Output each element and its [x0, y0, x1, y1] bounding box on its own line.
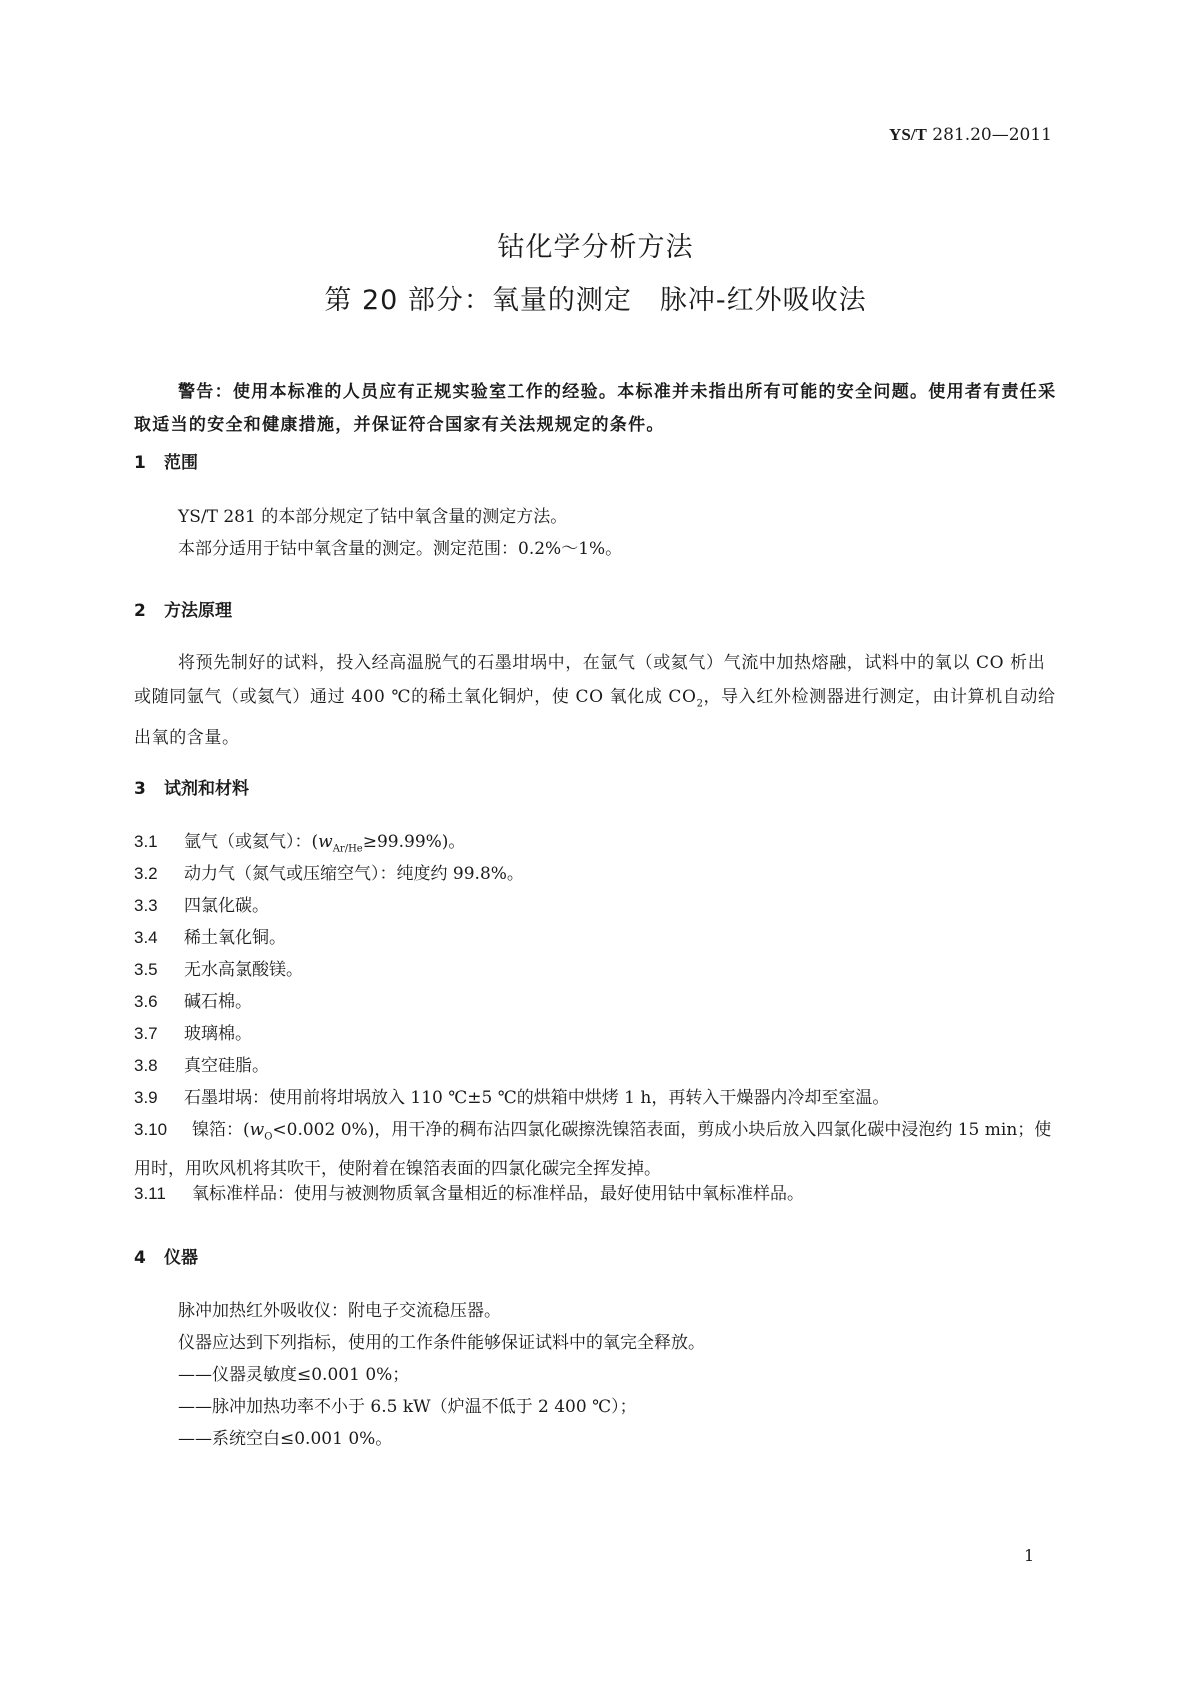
principle-text-part2: ，导入红外检测器进行测定，由计算机自动给出氧的含量。	[134, 687, 1056, 749]
section-heading-3	[134, 774, 249, 799]
item-text: 真空硅脂。	[184, 1056, 269, 1076]
mass-fraction-symbol: w	[318, 832, 333, 852]
section-number: 2	[134, 601, 146, 621]
section-number: 1	[134, 453, 146, 473]
section-title: 范围	[164, 453, 198, 473]
section-number: 3	[134, 779, 146, 799]
item-number: 3.10	[134, 1120, 168, 1139]
section-title: 方法原理	[164, 601, 232, 621]
spec-list-item: ——系统空白≤0.001 0%。	[178, 1429, 393, 1449]
item-text-end: ≥99.99%)。	[362, 832, 466, 852]
item-number: 3.11	[134, 1184, 166, 1203]
item-number: 3.9	[134, 1088, 158, 1107]
item-text: 玻璃棉。	[184, 1024, 252, 1044]
reagent-item	[134, 1178, 1059, 1210]
mass-fraction-subscript: Ar/He	[332, 843, 363, 855]
reagent-item	[134, 1114, 1059, 1185]
standard-code-number: 281.20—2011	[926, 125, 1052, 145]
spec-list-item: ——仪器灵敏度≤0.001 0%；	[178, 1365, 410, 1385]
section-number: 4	[134, 1248, 146, 1268]
mass-fraction-symbol: w	[249, 1120, 265, 1140]
section-1-paragraph-1: YS/T 281 的本部分规定了钴中氧含量的测定方法。	[178, 507, 568, 527]
item-text: 稀土氧化铜。	[184, 928, 286, 948]
section-heading-4	[134, 1243, 198, 1268]
section-heading-1	[134, 448, 198, 473]
item-number: 3.8	[134, 1056, 158, 1075]
item-text: 氩气（或氦气）：(	[184, 832, 319, 852]
warning-paragraph: 警告：使用本标准的人员应有正规实验室工作的经验。本标准并未指出所有可能的安全问题。使用者有责任采取适当的安全和健康措施，并保证符合国家有关法规规定的条件。	[134, 382, 1057, 435]
item-text: 镍箔：(	[192, 1120, 250, 1140]
item-text-end: <0.002 0%)，用干净的稠布沾四氯化碳擦洗镍箔表面，剪成小块后放入四氯化碳中浸泡约 15 min；使用时，用吹风机将其吹干，使附着在镍箔表面的四氯化碳完全挥发掉。	[134, 1120, 1052, 1180]
reagent-item	[134, 1018, 1059, 1050]
section-4-paragraph-1: 脉冲加热红外吸收仪：附电子交流稳压器。	[178, 1301, 501, 1321]
section-title: 试剂和材料	[164, 779, 249, 799]
co2-subscript: 2	[696, 698, 704, 710]
mass-fraction-subscript: O	[264, 1131, 273, 1143]
item-number: 3.3	[134, 896, 158, 915]
reagent-item	[134, 890, 1059, 922]
section-title: 仪器	[164, 1248, 198, 1268]
spec-list-item: ——脉冲加热功率不小于 6.5 kW（炉温不低于 2 400 ℃）；	[178, 1397, 637, 1417]
reagent-item	[134, 922, 1059, 954]
item-number: 3.7	[134, 1024, 158, 1043]
item-text: 无水高氯酸镁。	[184, 960, 303, 980]
standard-code-prefix: YS/T	[889, 125, 927, 144]
reagent-item	[134, 986, 1059, 1018]
document-subtitle: 第 20 部分：氧量的测定 脉冲-红外吸收法	[324, 285, 867, 316]
item-number: 3.6	[134, 992, 158, 1011]
item-number: 3.5	[134, 960, 158, 979]
section-heading-2	[134, 596, 232, 621]
item-text: 氧标准样品：使用与被测物质氧含量相近的标准样品，最好使用钴中氧标准样品。	[192, 1184, 804, 1204]
standard-code	[889, 125, 1052, 145]
reagent-item	[134, 858, 1059, 890]
item-number: 3.4	[134, 928, 158, 947]
document-title: 钴化学分析方法	[497, 232, 694, 263]
reagent-item	[134, 954, 1059, 986]
section-1-paragraph-2: 本部分适用于钴中氧含量的测定。测定范围：0.2%～1%。	[178, 539, 623, 559]
item-text: 四氯化碳。	[184, 896, 269, 916]
section-4-paragraph-2: 仪器应达到下列指标，使用的工作条件能够保证试料中的氧完全释放。	[178, 1333, 705, 1353]
item-text: 石墨坩埚：使用前将坩埚放入 110 ℃±5 ℃的烘箱中烘烤 1 h，再转入干燥器内冷却至室温。	[184, 1088, 890, 1108]
page-number: 1	[1024, 1546, 1035, 1565]
item-text: 碱石棉。	[184, 992, 252, 1012]
reagent-item	[134, 1082, 1059, 1114]
item-text: 动力气（氮气或压缩空气）：纯度约 99.8%。	[184, 864, 524, 884]
item-number: 3.1	[134, 832, 158, 851]
section-2-paragraph	[134, 646, 1059, 755]
item-number: 3.2	[134, 864, 158, 883]
reagent-item	[134, 1050, 1059, 1082]
principle-text-part1: 将预先制好的试料，投入经高温脱气的石墨坩埚中，在氩气（或氦气）气流中加热熔融，试料中的氧以 CO 析出或随同氩气（或氦气）通过 400 ℃的稀土氧化铜炉，使 CO 氧化成 CO	[134, 653, 1046, 707]
